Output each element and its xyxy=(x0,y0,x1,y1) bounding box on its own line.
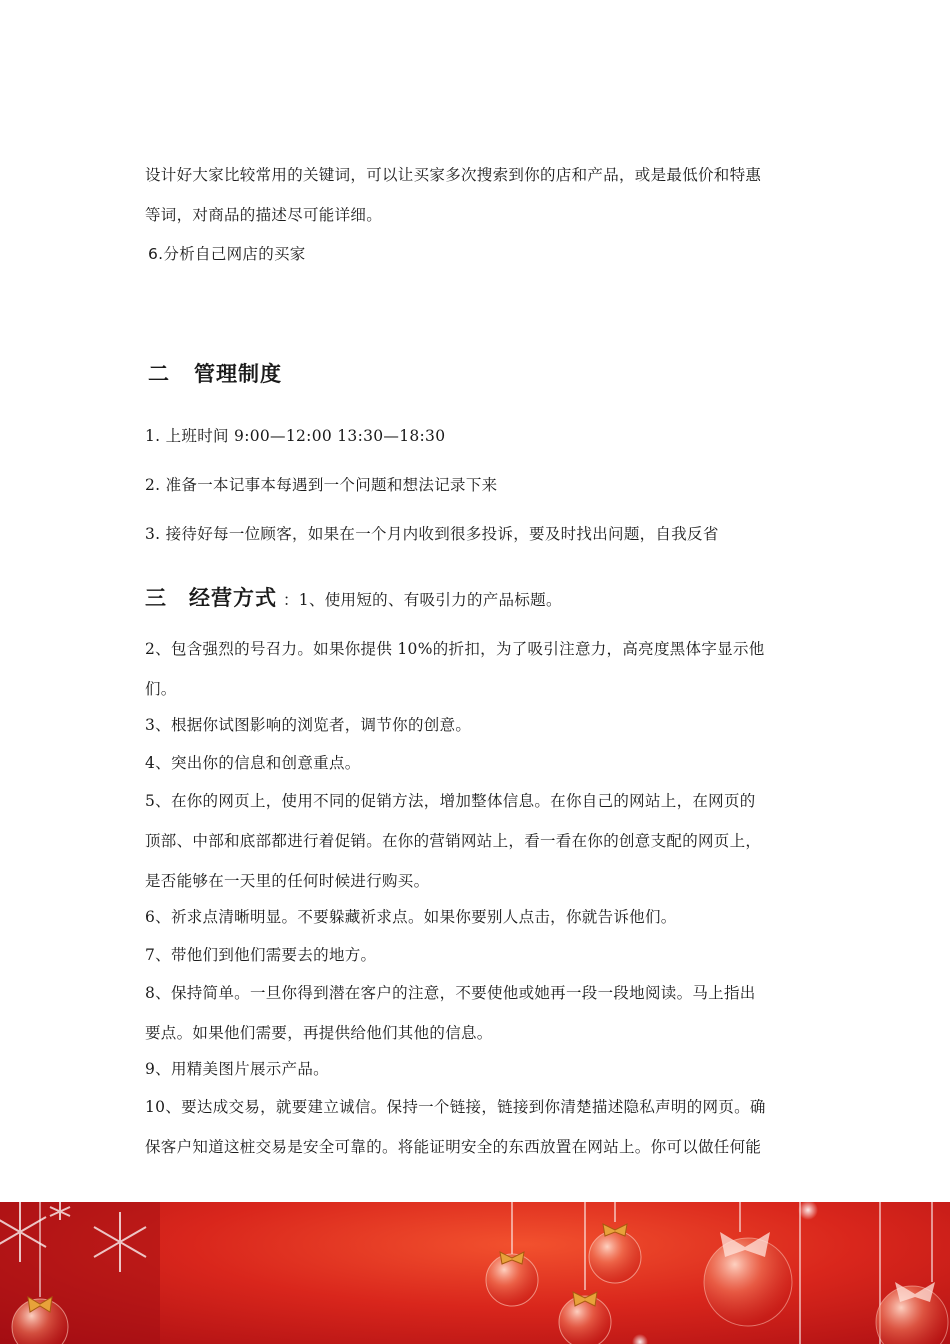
section-3-heading xyxy=(145,582,562,612)
section-3-line: 9、用精美图片展示产品。 xyxy=(145,1060,329,1078)
section-3-number: 三 xyxy=(145,586,167,610)
section-3-line: 保客户知道这桩交易是安全可靠的。将能证明安全的东西放置在网站上。你可以做任何能 xyxy=(145,1138,762,1156)
section-3-line: 要点。如果他们需要，再提供给他们其他的信息。 xyxy=(145,1024,493,1042)
section-3-line: 5、在你的网页上，使用不同的促销方法，增加整体信息。在你自己的网站上，在网页的 xyxy=(145,792,756,810)
sparkle-icon xyxy=(798,1202,818,1220)
section-3-line: 顶部、中部和底部都进行着促销。在你的营销网站上，看一看在你的创意支配的网页上， xyxy=(145,832,762,850)
christmas-banner xyxy=(0,1202,950,1344)
section-3-line: 2、包含强烈的号召力。如果你提供 10%的折扣，为了吸引注意力，高亮度黑体字显示他 xyxy=(145,640,765,658)
section-3-line: 们。 xyxy=(145,680,177,698)
section-3-line: 8、保持简单。一旦你得到潜在客户的注意，不要使他或她再一段一段地阅读。马上指出 xyxy=(145,984,756,1002)
section-3-line: 3、根据你试图影响的浏览者，调节你的创意。 xyxy=(145,716,472,734)
section-3-line: 10、要达成交易，就要建立诚信。保持一个链接，链接到你清楚描述隐私声明的网页。确 xyxy=(145,1098,766,1116)
intro-line-1: 设计好大家比较常用的关键词，可以让买家多次搜索到你的店和产品，或是最低价和特惠 xyxy=(145,166,762,184)
section-2-item-1: 1. 上班时间 9:00—12:00 13:30—18:30 xyxy=(145,427,446,445)
banner-decoration xyxy=(0,1202,950,1344)
section-2-heading xyxy=(148,358,282,388)
section-2-number: 二 xyxy=(148,362,170,386)
section-3-item-1: ：1、使用短的、有吸引力的产品标题。 xyxy=(283,591,562,609)
section-2-item-3: 3. 接待好每一位顾客，如果在一个月内收到很多投诉，要及时找出问题，自我反省 xyxy=(145,525,719,543)
section-3-title: 经营方式 xyxy=(189,586,277,610)
section-2-item-2: 2. 准备一本记事本每遇到一个问题和想法记录下来 xyxy=(145,476,498,494)
sparkle-icon xyxy=(632,1334,648,1344)
section-3-line: 7、带他们到他们需要去的地方。 xyxy=(145,946,377,964)
section-2-title: 管理制度 xyxy=(194,362,282,386)
intro-line-2: 等词，对商品的描述尽可能详细。 xyxy=(145,206,383,224)
item-6: 6.分析自己网店的买家 xyxy=(148,245,306,263)
section-3-line: 6、祈求点清晰明显。不要躲藏祈求点。如果你要别人点击，你就告诉他们。 xyxy=(145,908,677,926)
section-3-line: 4、突出你的信息和创意重点。 xyxy=(145,754,361,772)
section-3-line: 是否能够在一天里的任何时候进行购买。 xyxy=(145,872,430,890)
